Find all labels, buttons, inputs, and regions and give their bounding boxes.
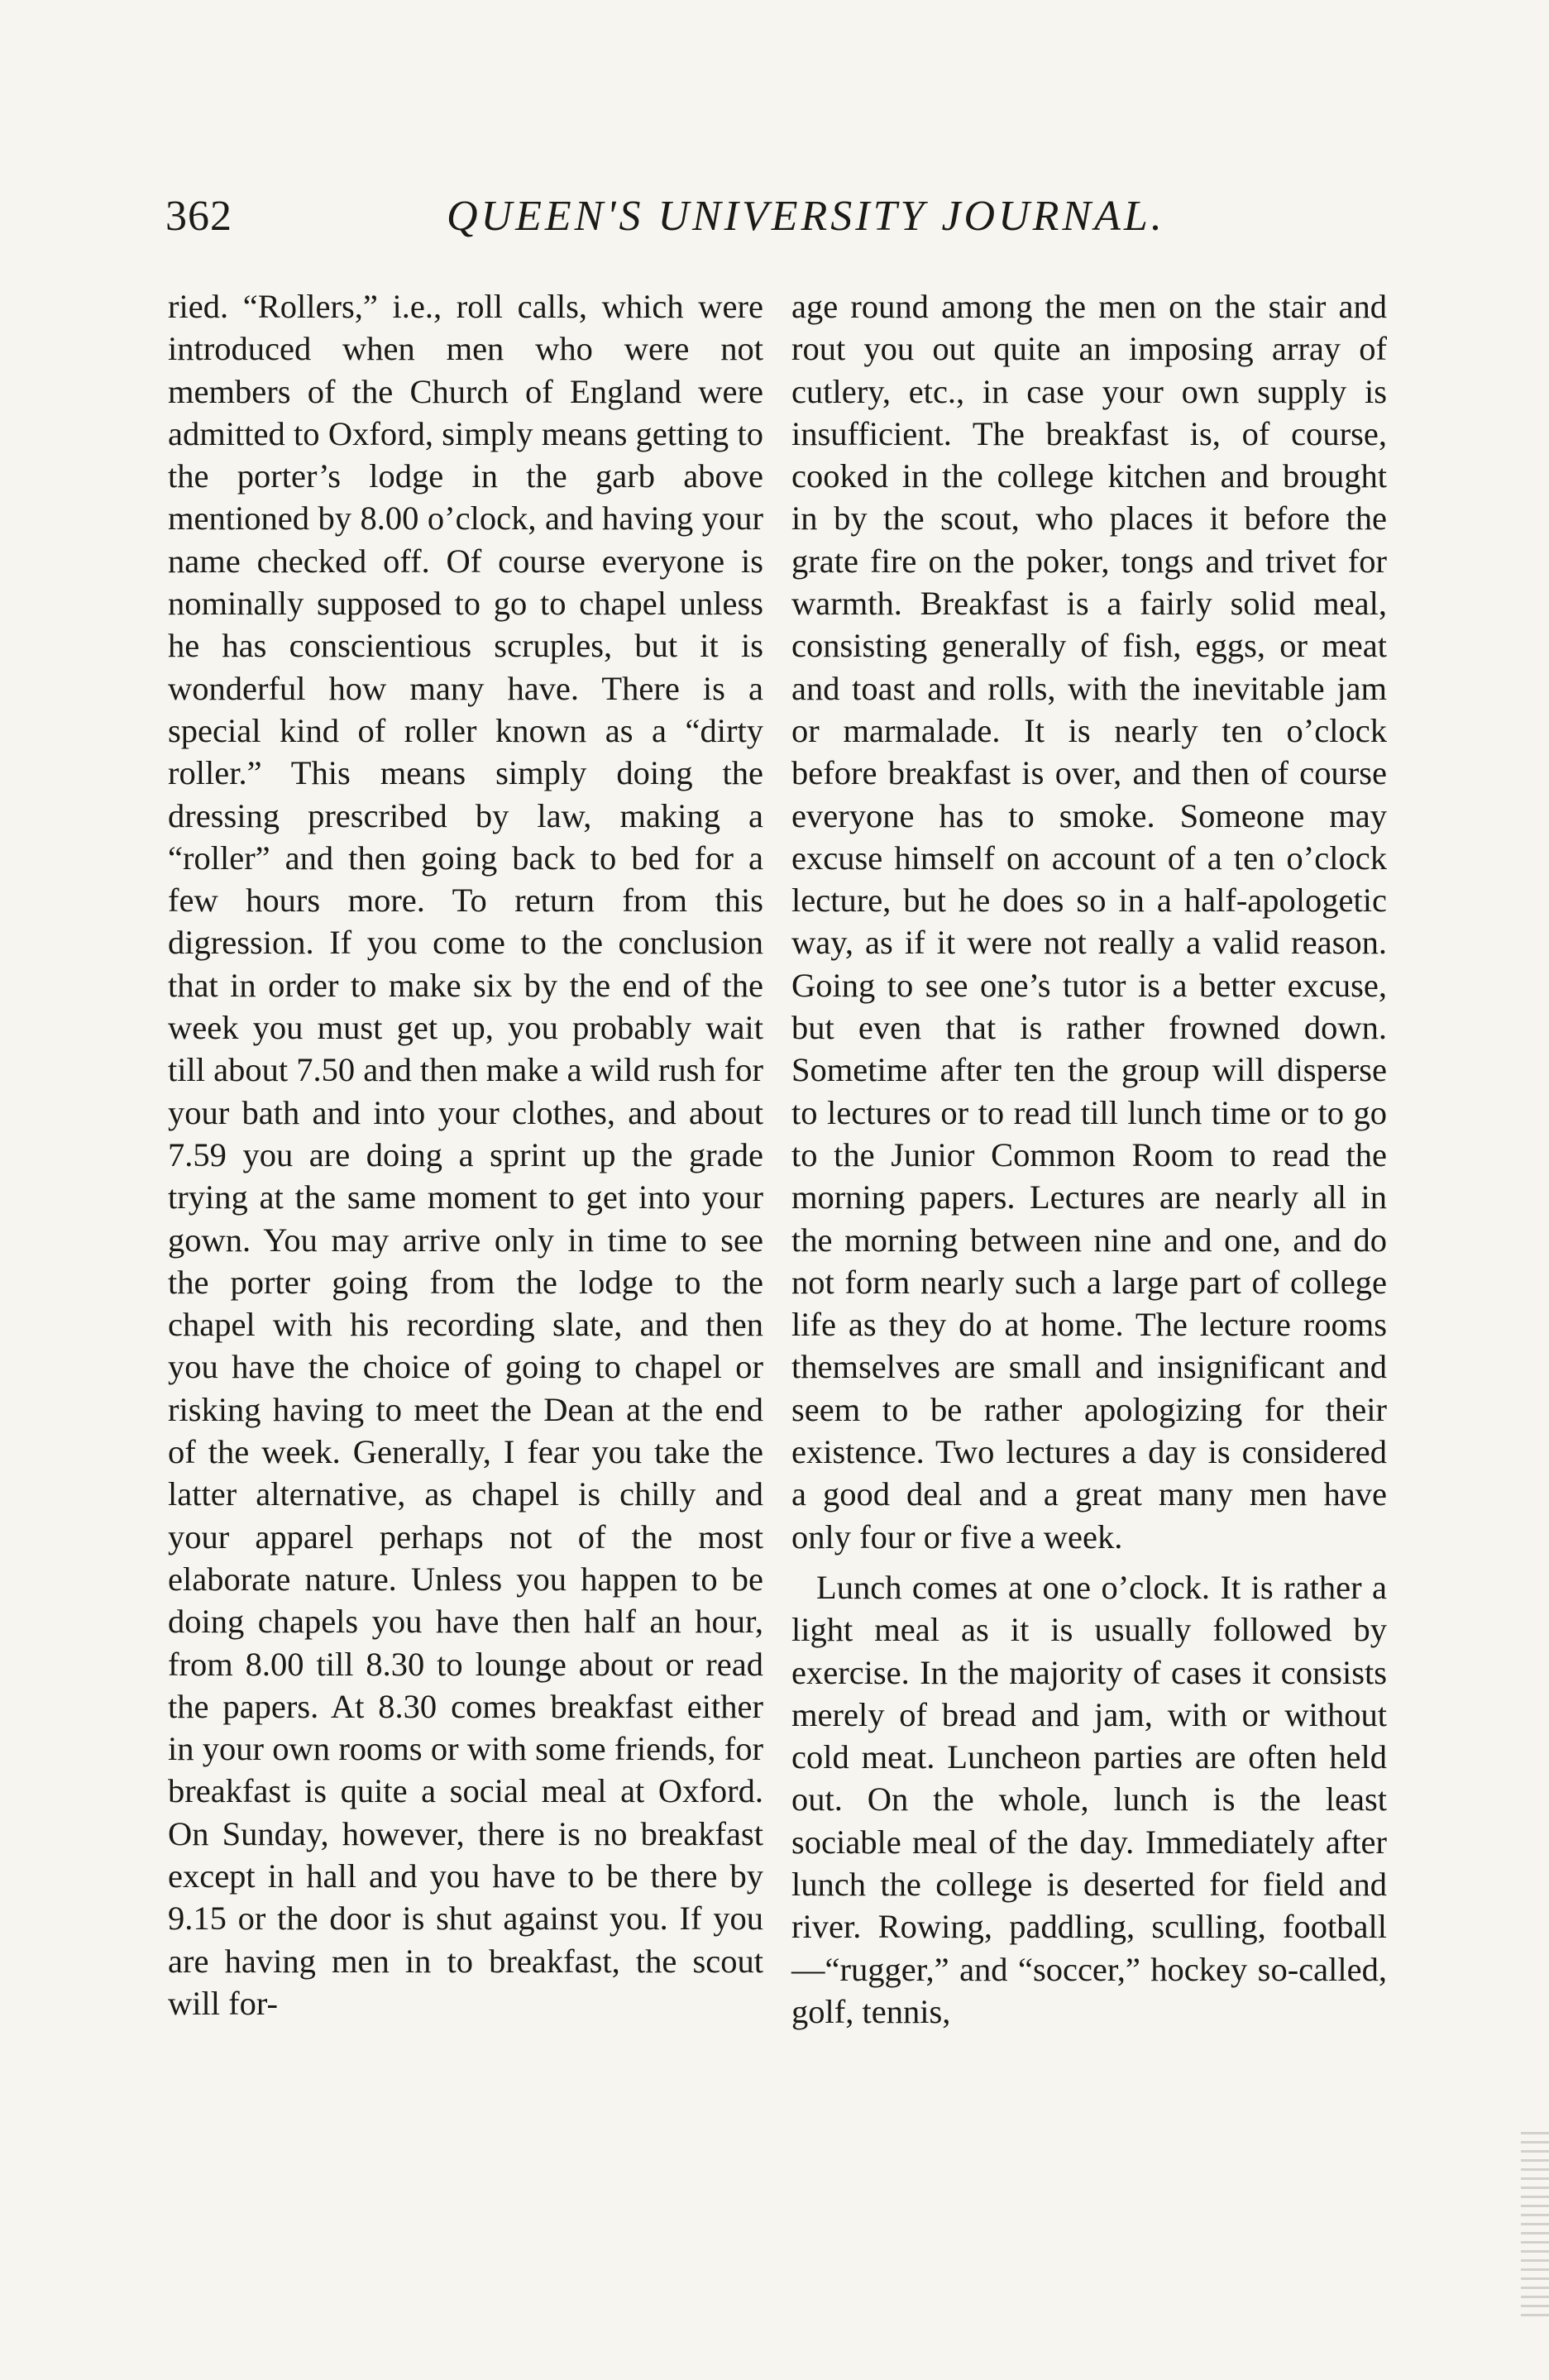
paragraph: ried. “Rollers,” i.e., roll calls, which were introduced when men who were not members of the Church of England were admitted to Oxford, simply means getting to the porter’s lodge in the garb above mentioned by 8.00 o’clock, and having your name checked off. Of course everyone is nominally supposed to go to chapel unless he has conscientious scruples, but it is wonderful how many have. There is a special kind of roller known as a “dirty roller.” This means simply doing the dressing prescribed by law, making a “roller” and then going back to bed for a few hours more. To return from this digression. If you come to the conclusion that in order to make six by the end of the week you must get up, you probably wait till about 7.50 and then make a wild rush for your bath and into your clothes, and about 7.59 you are doing a sprint up the grade trying at the same moment to get into your gown. You may arrive only in time to see the porter going from the lodge to the chapel with his recording slate, and then you have the choice of going to chapel or risking having to meet the Dean at the end of the week. Generally, I fear you take the latter alternative, as chapel is chilly and your apparel perhaps not of the most elaborate nature. Unless you happen to be doing chapels you have then half an hour, from 8.00 till 8.30 to lounge about or read the papers. At 8.30 comes breakfast either in your own rooms or with some friends, for breakfast is quite a social meal at Oxford. On Sunday, however, there is no breakfast except in hall and you have to be there by 9.15 or the door is shut against you. If you are having men in to breakfast, the scout will for- xyxy=(168,288,763,2022)
page-number: 362 xyxy=(165,193,232,240)
paragraph: age round among the men on the stair and rout you out quite an imposing array of cutlery, etc., in case your own supply is insufficient. The breakfast is, of course, cooked in the college kitchen and brought in by the scout, who places it before the grate fire on the poker, tongs and trivet for warmth. Breakfast is a fairly solid meal, consisting generally of fish, eggs, or meat and toast and rolls, with the inevitable jam or marmalade. It is nearly ten o’clock before breakfast is over, and then of course everyone has to smoke. Someone may excuse himself on account of a ten o’clock lecture, but he does so in a half-apologetic way, as if it were not really a valid reason. Going to see one’s tutor is a better excuse, but even that is rather frowned down. Sometime after ten the group will disperse to lectures or to read till lunch time or to go to the Junior Common Room to read the morning papers. Lectures are nearly all in the morning between nine and one, and do not form nearly such a large part of college life as they do at home. The lecture rooms themselves are small and insignificant and seem to be rather apologizing for their existence. Two lectures a day is considered a good deal and a great many men have only four or five a week. xyxy=(791,288,1387,1556)
page-header xyxy=(165,184,1398,250)
running-title: QUEEN'S UNIVERSITY JOURNAL. xyxy=(447,193,1165,240)
right-text-column xyxy=(791,285,1387,2033)
left-text-column xyxy=(168,285,763,2024)
paragraph: Lunch comes at one o’clock. It is rather a light meal as it is usually followed by exercise. In the majority of cases it consists merely of bread and jam, with or without cold meat. Luncheon parties are often held out. On the whole, lunch is the least sociable meal of the day. Immediately after lunch the college is deserted for field and river. Rowing, paddling, sculling, football—“rugger,” and “soccer,” hockey so-called, golf, tennis, xyxy=(791,1568,1387,2030)
scan-edge-specks xyxy=(1521,2132,1549,2322)
